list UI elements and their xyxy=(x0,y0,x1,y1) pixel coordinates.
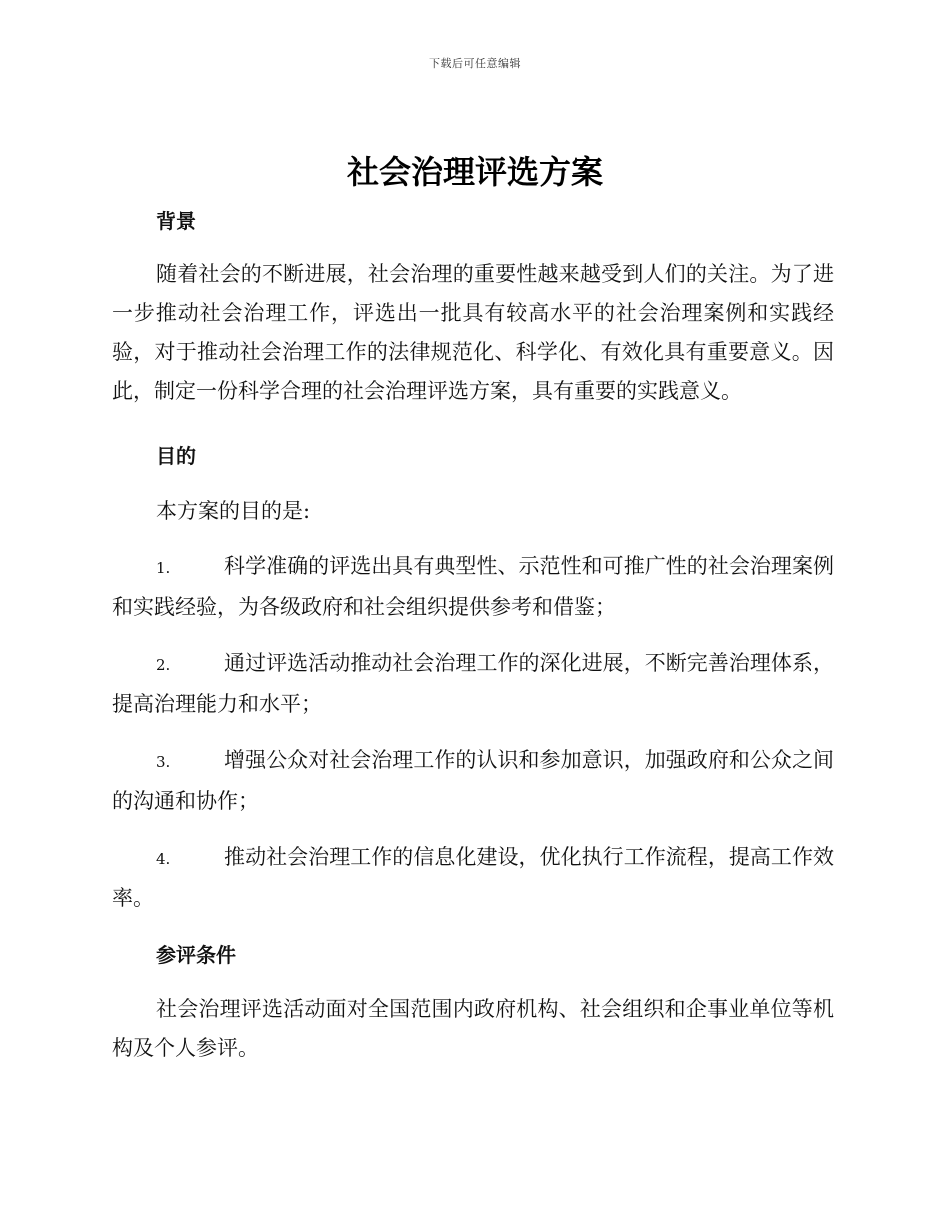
list-item-text: 科学准确的评选出具有典型性、示范性和可推广性的社会治理案例和实践经验，为各级政府和社会组织提供参考和借鉴； xyxy=(112,554,834,619)
purpose-list-item xyxy=(112,644,834,724)
list-item-text: 增强公众对社会治理工作的认识和参加意识，加强政府和公众之间的沟通和协作； xyxy=(112,748,834,813)
section-heading-eligibility: 参评条件 xyxy=(156,943,236,967)
background-paragraph: 随着社会的不断进展，社会治理的重要性越来越受到人们的关注。为了进一步推动社会治理工作，评选出一批具有较高水平的社会治理案例和实践经验，对于推动社会治理工作的法律规范化、科学化、有效化具有重要意义。因此，制定一份科学合理的社会治理评选方案，具有重要的实践意义。 xyxy=(112,262,834,403)
document-title: 社会治理评选方案 xyxy=(346,153,603,191)
purpose-list-item xyxy=(112,741,834,821)
list-item-number: 4. xyxy=(156,850,171,868)
purpose-intro: 本方案的目的是: xyxy=(156,499,311,523)
purpose-list-item xyxy=(112,547,834,627)
eligibility-paragraph: 社会治理评选活动面对全国范围内政府机构、社会组织和企事业单位等机构及个人参评。 xyxy=(112,997,834,1060)
list-item-number: 1. xyxy=(156,559,171,577)
list-item-text: 推动社会治理工作的信息化建设，优化执行工作流程，提高工作效率。 xyxy=(112,845,834,910)
purpose-list-item xyxy=(112,838,834,918)
section-heading-background: 背景 xyxy=(156,209,196,233)
list-item-number: 3. xyxy=(156,753,171,771)
list-item-number: 2. xyxy=(156,656,171,674)
list-item-text: 通过评选活动推动社会治理工作的深化进展，不断完善治理体系，提高治理能力和水平； xyxy=(112,651,834,716)
page-header-note: 下载后可任意编辑 xyxy=(429,57,521,70)
section-heading-purpose: 目的 xyxy=(156,444,196,468)
